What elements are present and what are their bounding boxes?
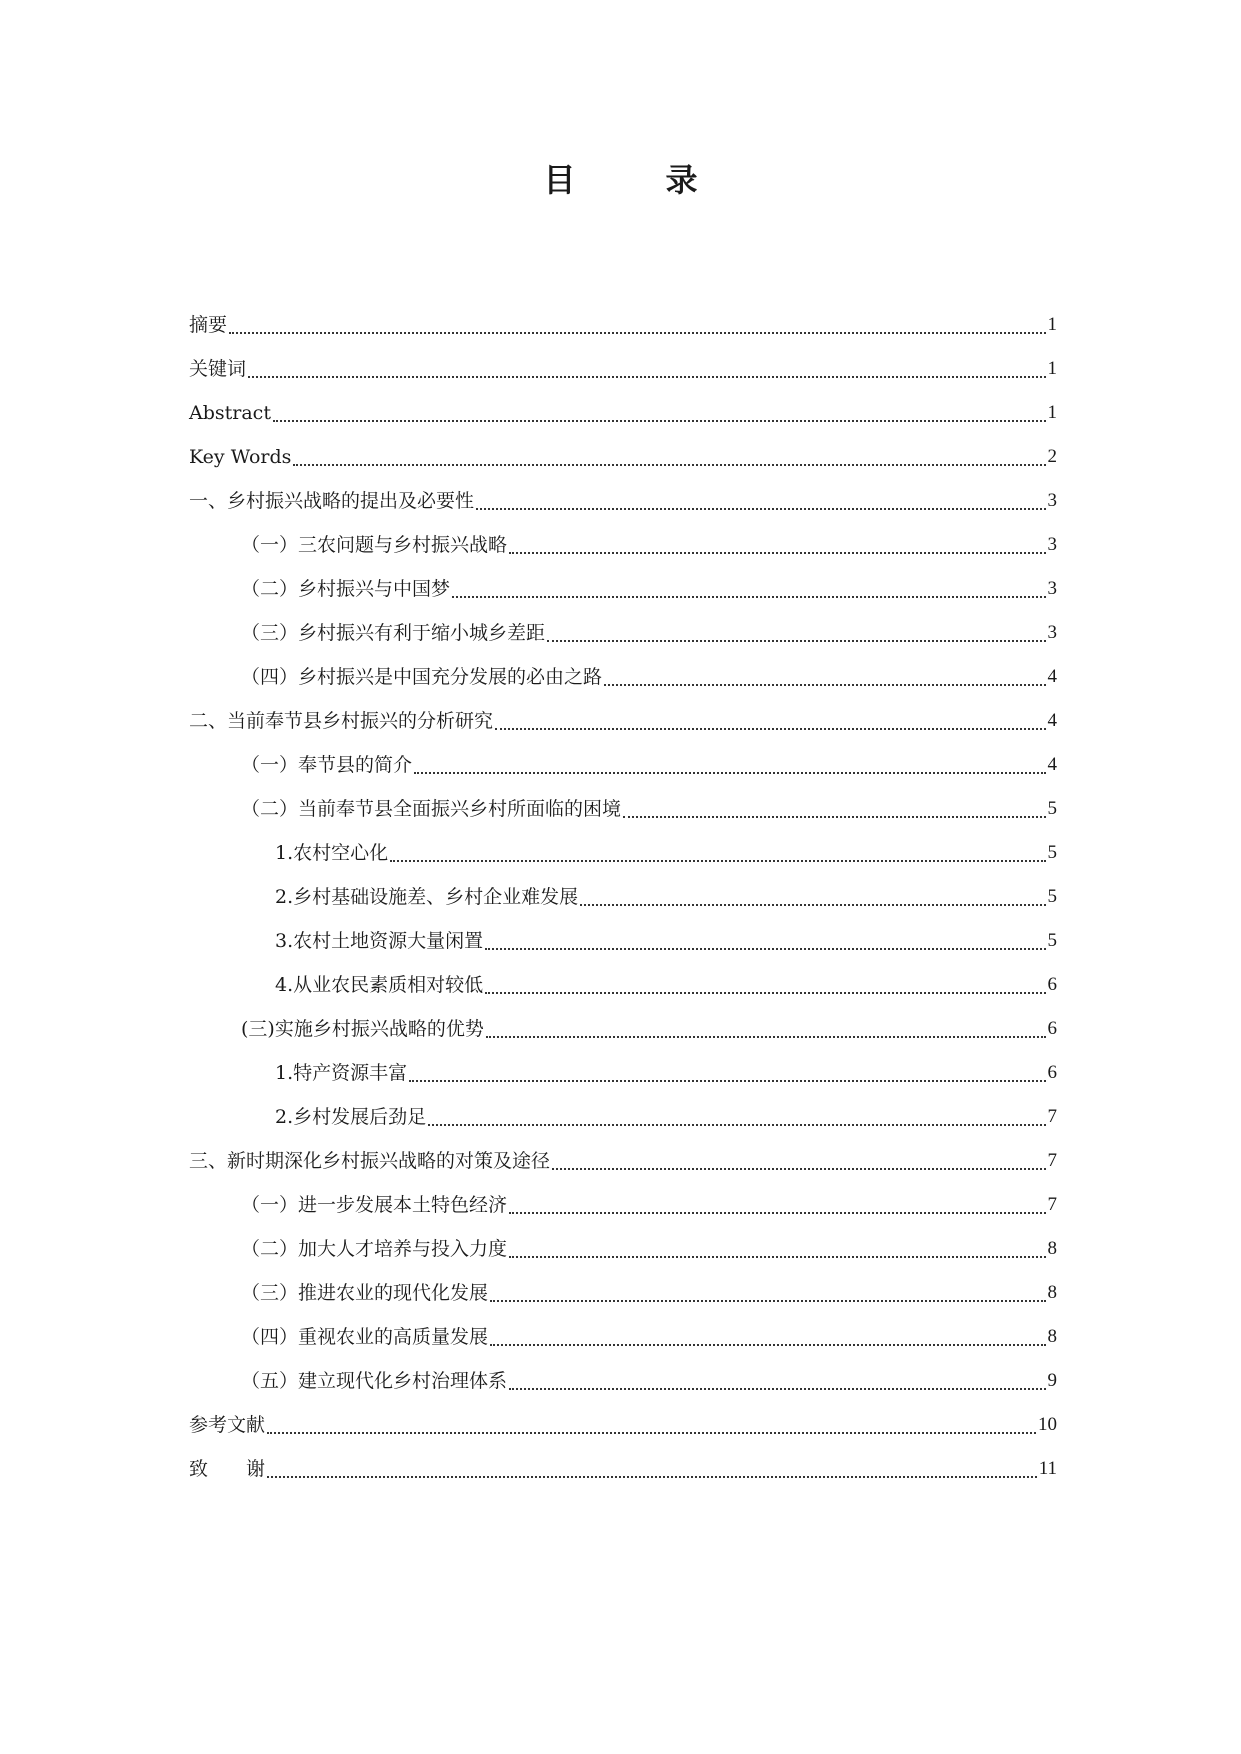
toc-entry[interactable] [189, 533, 1057, 577]
toc-page-number: 3 [1047, 578, 1057, 599]
toc-entry-label: 2.乡村基础设施差、乡村企业难发展 [275, 886, 579, 908]
toc-entry[interactable] [189, 665, 1057, 709]
toc-dot-leader [604, 665, 1045, 686]
toc-entry-label: Abstract [189, 402, 271, 424]
toc-page-number: 1 [1047, 314, 1057, 335]
toc-entry[interactable] [189, 1369, 1057, 1413]
toc-entry-label: （二）乡村振兴与中国梦 [241, 578, 451, 600]
toc-dot-leader [495, 709, 1045, 730]
toc-page-number: 5 [1047, 798, 1057, 819]
toc-page-number: 8 [1047, 1326, 1057, 1347]
toc-page-number: 7 [1047, 1106, 1057, 1127]
toc-dot-leader [428, 1105, 1045, 1126]
toc-dot-leader [509, 1369, 1045, 1390]
toc-dot-leader [509, 1193, 1045, 1214]
toc-entry-label: 1.特产资源丰富 [275, 1062, 408, 1084]
toc-dot-leader [490, 1281, 1045, 1302]
toc-dot-leader [476, 489, 1045, 510]
toc-entry-label: 1.农村空心化 [275, 842, 389, 864]
toc-page-number: 4 [1047, 666, 1057, 687]
toc-entry[interactable] [189, 1105, 1057, 1149]
toc-entry[interactable] [189, 709, 1057, 753]
toc-dot-leader [414, 753, 1045, 774]
toc-page-number: 11 [1038, 1458, 1057, 1479]
toc-entry[interactable] [189, 621, 1057, 665]
toc-dot-leader [552, 1149, 1045, 1170]
toc-dot-leader [486, 1017, 1046, 1038]
toc-entry[interactable] [189, 1325, 1057, 1369]
toc-dot-leader [267, 1457, 1037, 1478]
toc-entry[interactable] [189, 489, 1057, 533]
toc-entry[interactable] [189, 797, 1057, 841]
toc-entry[interactable] [189, 1413, 1057, 1457]
toc-page-number: 1 [1047, 358, 1057, 379]
toc-entry[interactable] [189, 929, 1057, 973]
toc-dot-leader [485, 929, 1045, 950]
toc-entry-label: （五）建立现代化乡村治理体系 [241, 1370, 508, 1392]
toc-entry-label: （四）乡村振兴是中国充分发展的必由之路 [241, 666, 603, 688]
toc-page-number: 10 [1038, 1414, 1057, 1435]
toc-page-number: 3 [1047, 622, 1057, 643]
toc-entry-label: （三）乡村振兴有利于缩小城乡差距 [241, 622, 546, 644]
toc-dot-leader [547, 621, 1045, 642]
table-of-contents [189, 313, 1057, 1501]
toc-entry[interactable] [189, 1017, 1057, 1061]
toc-dot-leader [229, 313, 1045, 334]
toc-dot-leader [390, 841, 1045, 862]
toc-entry-label: 摘要 [189, 314, 228, 336]
toc-entry[interactable] [189, 1457, 1057, 1501]
toc-entry[interactable] [189, 577, 1057, 621]
toc-page-number: 4 [1047, 754, 1057, 775]
toc-page-number: 3 [1047, 534, 1057, 555]
toc-page-number: 8 [1047, 1282, 1057, 1303]
toc-entry-label: （二）加大人才培养与投入力度 [241, 1238, 508, 1260]
title-char-1: 目 [543, 161, 576, 199]
toc-entry-label: 参考文献 [189, 1414, 266, 1436]
toc-entry-label: 二、当前奉节县乡村振兴的分析研究 [189, 710, 494, 732]
toc-dot-leader [490, 1325, 1045, 1346]
toc-entry-label: （二）当前奉节县全面振兴乡村所面临的困境 [241, 798, 622, 820]
toc-page-number: 5 [1047, 930, 1057, 951]
toc-entry-label: (三)实施乡村振兴战略的优势 [241, 1018, 484, 1040]
toc-entry-label: 关键词 [189, 358, 247, 380]
toc-dot-leader [273, 401, 1046, 422]
toc-dot-leader [267, 1413, 1036, 1434]
toc-dot-leader [248, 357, 1045, 378]
toc-dot-leader [509, 533, 1045, 554]
toc-page-number: 5 [1047, 842, 1057, 863]
toc-entry-label: 4.从业农民素质相对较低 [275, 974, 484, 996]
toc-dot-leader [623, 797, 1045, 818]
toc-dot-leader [409, 1061, 1045, 1082]
toc-entry-label: （四）重视农业的高质量发展 [241, 1326, 489, 1348]
toc-page-number: 6 [1047, 1018, 1057, 1039]
toc-page-number: 7 [1047, 1194, 1057, 1215]
toc-entry[interactable] [189, 357, 1057, 401]
toc-entry-label: 2.乡村发展后劲足 [275, 1106, 427, 1128]
title-char-2: 录 [665, 161, 698, 199]
toc-entry[interactable] [189, 401, 1057, 445]
toc-entry-label: 致 谢 [189, 1458, 266, 1480]
toc-page-number: 1 [1047, 402, 1057, 423]
toc-entry[interactable] [189, 313, 1057, 357]
toc-entry[interactable] [189, 1061, 1057, 1105]
toc-entry[interactable] [189, 1193, 1057, 1237]
toc-entry[interactable] [189, 885, 1057, 929]
toc-page-number: 9 [1047, 1370, 1057, 1391]
toc-entry[interactable] [189, 1237, 1057, 1281]
toc-page-number: 4 [1047, 710, 1057, 731]
toc-entry-label: 一、乡村振兴战略的提出及必要性 [189, 490, 475, 512]
toc-entry-label: Key Words [189, 446, 292, 468]
toc-dot-leader [509, 1237, 1045, 1258]
toc-page-number: 8 [1047, 1238, 1057, 1259]
toc-entry-label: （一）三农问题与乡村振兴战略 [241, 534, 508, 556]
toc-dot-leader [293, 445, 1045, 466]
toc-entry-label: 3.农村土地资源大量闲置 [275, 930, 484, 952]
toc-entry[interactable] [189, 841, 1057, 885]
page-title [0, 160, 1241, 200]
toc-dot-leader [485, 973, 1045, 994]
toc-entry-label: （一）奉节县的简介 [241, 754, 413, 776]
toc-entry[interactable] [189, 1281, 1057, 1325]
toc-entry[interactable] [189, 445, 1057, 489]
toc-entry-label: 三、新时期深化乡村振兴战略的对策及途径 [189, 1150, 551, 1172]
toc-page-number: 5 [1047, 886, 1057, 907]
toc-page-number: 3 [1047, 490, 1057, 511]
toc-entry-label: （三）推进农业的现代化发展 [241, 1282, 489, 1304]
toc-dot-leader [580, 885, 1045, 906]
toc-page-number: 6 [1047, 1062, 1057, 1083]
toc-page-number: 6 [1047, 974, 1057, 995]
toc-dot-leader [452, 577, 1045, 598]
toc-entry[interactable] [189, 1149, 1057, 1193]
toc-entry[interactable] [189, 753, 1057, 797]
toc-entry[interactable] [189, 973, 1057, 1017]
toc-entry-label: （一）进一步发展本土特色经济 [241, 1194, 508, 1216]
toc-page-number: 2 [1047, 446, 1057, 467]
toc-page-number: 7 [1047, 1150, 1057, 1171]
